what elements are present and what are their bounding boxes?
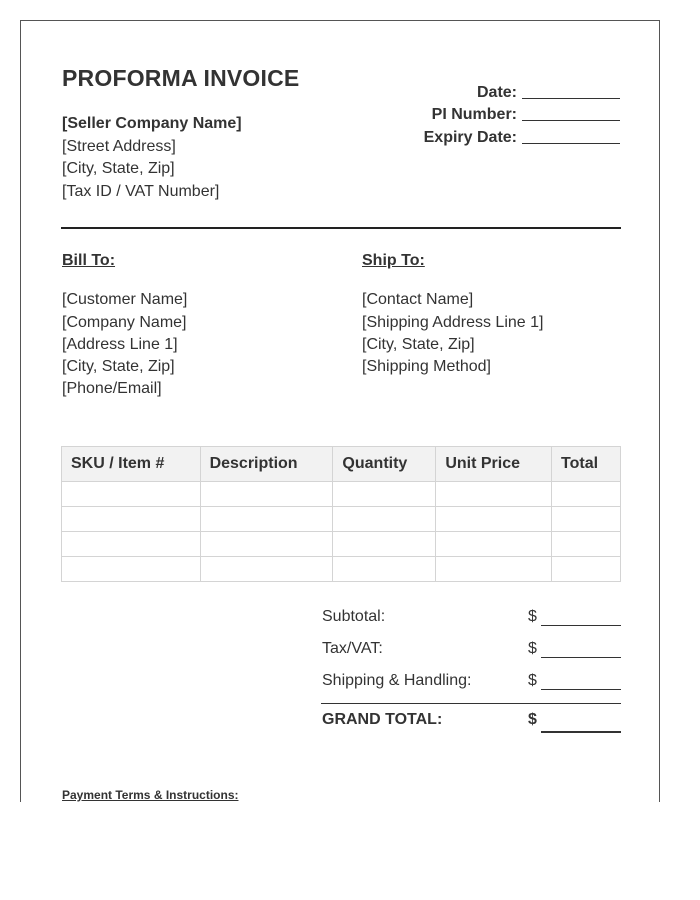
expiry-date-label: Expiry Date:: [423, 128, 517, 146]
date-row: [340, 79, 620, 102]
table-cell[interactable]: [62, 507, 201, 532]
expiry-date-row: [340, 124, 620, 147]
bill-to-line: [City, State, Zip]: [62, 358, 175, 376]
ship-to-line: [Shipping Address Line 1]: [362, 313, 544, 331]
table-cell[interactable]: [333, 482, 436, 507]
currency-symbol: $: [528, 711, 537, 728]
date-field[interactable]: [522, 82, 620, 99]
table-header-row: [62, 447, 621, 482]
table-cell[interactable]: [333, 532, 436, 557]
seller-street-address: [Street Address]: [62, 137, 176, 155]
ship-to-line: [Contact Name]: [362, 291, 474, 309]
tax-label: Tax/VAT:: [322, 640, 383, 657]
bill-to-line: [Phone/Email]: [62, 380, 162, 398]
table-cell[interactable]: [552, 532, 621, 557]
table-cell[interactable]: [333, 557, 436, 582]
ship-to-heading: Ship To:: [362, 252, 425, 269]
table-cell[interactable]: [436, 532, 552, 557]
totals-section: [321, 607, 621, 728]
bill-to-heading: Bill To:: [62, 252, 116, 269]
column-header-total: Total: [552, 447, 621, 482]
invoice-page: [20, 20, 660, 802]
table-cell[interactable]: [552, 557, 621, 582]
ship-to-line: [Shipping Method]: [362, 358, 491, 376]
tax-field[interactable]: [541, 657, 621, 658]
invoice-title: PROFORMA INVOICE: [62, 65, 300, 91]
payment-terms-heading: Payment Terms & Instructions:: [62, 788, 239, 802]
table-row: [62, 557, 621, 582]
shipping-row: [321, 671, 621, 703]
currency-symbol: $: [528, 608, 537, 625]
header-divider: [61, 227, 621, 229]
grand-total-row: [321, 711, 621, 739]
subtotal-label: Subtotal:: [322, 608, 386, 625]
currency-symbol: $: [528, 672, 537, 689]
column-header-quantity: Quantity: [333, 447, 436, 482]
table-cell[interactable]: [62, 557, 201, 582]
table-row: [62, 507, 621, 532]
table-cell[interactable]: [200, 507, 333, 532]
bill-to-line: [Customer Name]: [62, 291, 188, 309]
pi-number-label: PI Number:: [431, 106, 517, 123]
shipping-field[interactable]: [541, 689, 621, 690]
shipping-label: Shipping & Handling:: [322, 672, 472, 689]
date-label: Date:: [476, 83, 517, 101]
table-cell[interactable]: [436, 507, 552, 532]
subtotal-row: [321, 607, 621, 639]
ship-to-line: [City, State, Zip]: [362, 335, 475, 353]
currency-symbol: $: [528, 640, 537, 657]
grand-total-field[interactable]: [541, 731, 621, 733]
table-cell[interactable]: [62, 532, 201, 557]
table-cell[interactable]: [200, 557, 333, 582]
expiry-date-field[interactable]: [522, 127, 620, 144]
seller-city-state-zip: [City, State, Zip]: [62, 160, 175, 177]
column-header-sku: SKU / Item #: [62, 447, 201, 482]
pi-number-field[interactable]: [522, 104, 620, 121]
seller-company-name: [Seller Company Name]: [62, 115, 242, 132]
table-cell[interactable]: [436, 557, 552, 582]
table-cell[interactable]: [552, 482, 621, 507]
totals-divider: [321, 703, 621, 704]
items-table: [61, 446, 621, 582]
table-cell[interactable]: [333, 507, 436, 532]
seller-tax-id: [Tax ID / VAT Number]: [62, 182, 220, 200]
table-cell[interactable]: [200, 482, 333, 507]
table-cell[interactable]: [552, 507, 621, 532]
tax-row: [321, 639, 621, 671]
bill-to-line: [Address Line 1]: [62, 335, 178, 353]
table-cell[interactable]: [436, 482, 552, 507]
column-header-unit-price: Unit Price: [436, 447, 552, 482]
table-cell[interactable]: [200, 532, 333, 557]
ship-to-section: [362, 250, 543, 378]
pi-number-row: [340, 102, 620, 125]
subtotal-field[interactable]: [541, 625, 621, 626]
invoice-meta: [340, 79, 620, 147]
table-row: [62, 532, 621, 557]
column-header-description: Description: [200, 447, 333, 482]
seller-info: [62, 113, 242, 203]
table-cell[interactable]: [62, 482, 201, 507]
bill-to-section: [62, 250, 187, 401]
table-row: [62, 482, 621, 507]
bill-to-line: [Company Name]: [62, 313, 187, 331]
grand-total-label: GRAND TOTAL:: [322, 711, 443, 728]
